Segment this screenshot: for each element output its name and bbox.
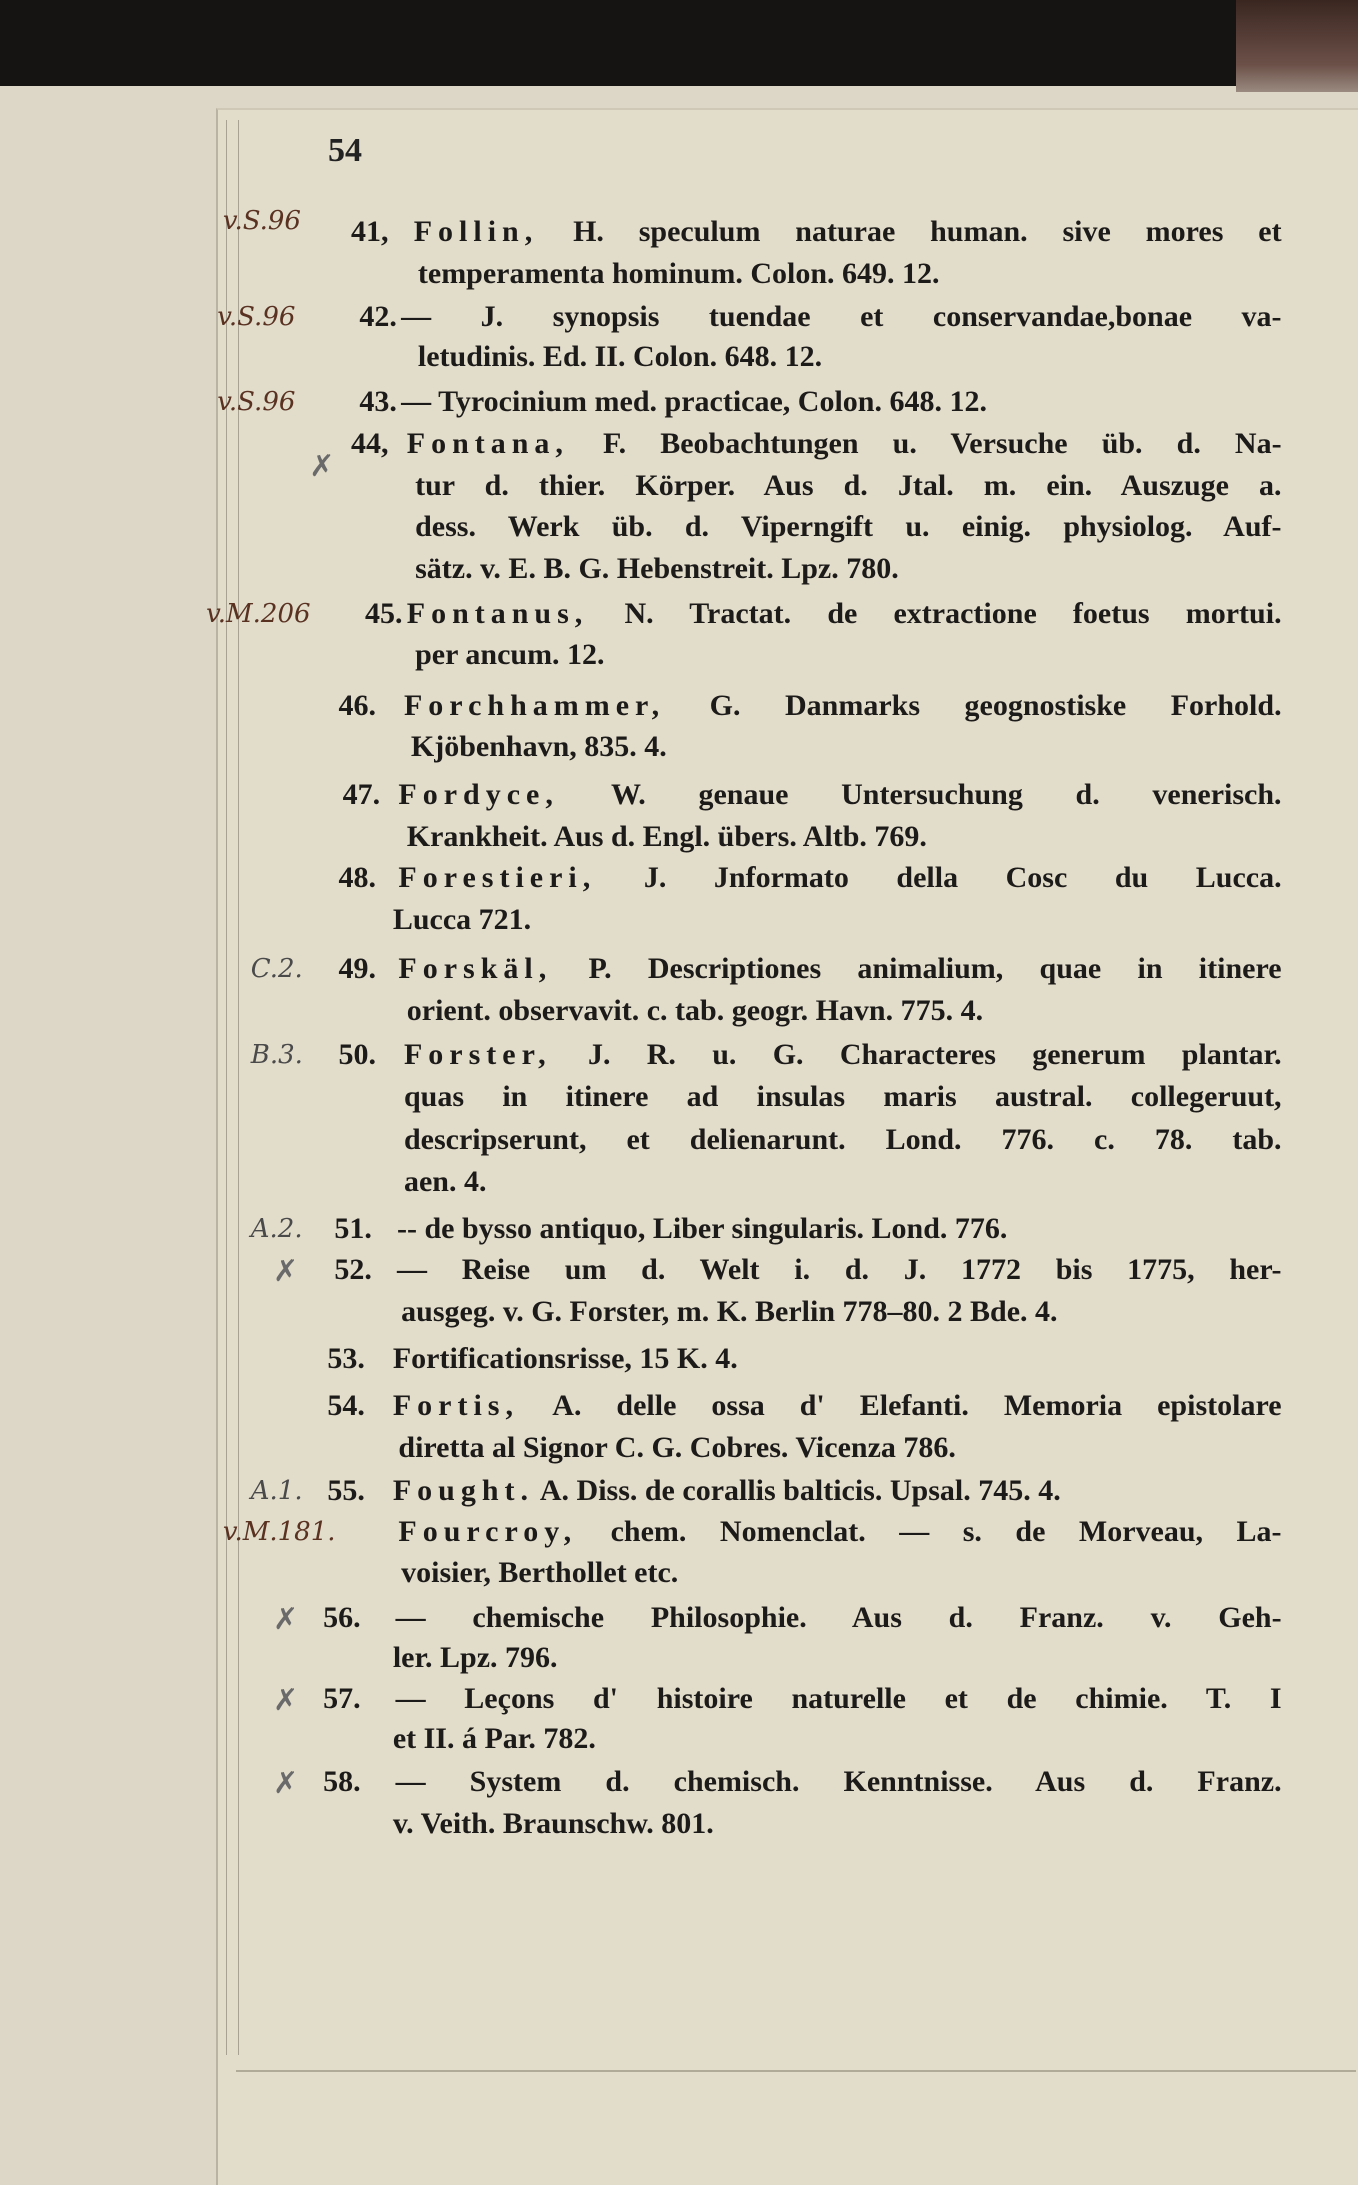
entry-title: — J. synopsis tuendae et conservandae,bonae va- <box>401 299 1282 333</box>
entry-continuation-line: sätz. v. E. B. G. Hebenstreit. Lpz. 780. <box>415 552 899 586</box>
entry-first-line <box>393 1389 1282 1423</box>
entry-number: 58. <box>323 1765 361 1799</box>
pencil-cross-mark-icon: ✗ <box>273 1766 299 1802</box>
entry-continuation-line: per ancum. 12. <box>415 638 605 672</box>
pencil-cross-mark-icon: ✗ <box>273 1253 299 1289</box>
entry-title: W. genaue Untersuchung d. venerisch. <box>611 777 1282 811</box>
entry-number: 44, <box>351 426 389 460</box>
entry-title: — System d. chemisch. Kenntnisse. Aus d. Franz. <box>395 1765 1282 1799</box>
entry-first-line <box>398 1515 1281 1549</box>
entry-title: chem. Nomenclat. — s. de Morveau, La- <box>610 1514 1282 1548</box>
entry-first-line <box>397 1253 1282 1287</box>
entry-number: 51. <box>334 1212 372 1246</box>
entry-first-line <box>393 1474 1061 1508</box>
entry-first-line <box>404 1038 1282 1072</box>
entry-title: Fortificationsrisse, 15 K. 4. <box>392 1341 738 1375</box>
entry-continuation-line: Kjöbenhavn, 835. 4. <box>410 730 667 764</box>
handwritten-annotation: v.S.96 <box>217 386 296 417</box>
handwritten-annotation: A.1. <box>250 1476 303 1507</box>
entry-continuation-line: tur d. thier. Körper. Aus d. Jtal. m. ein. Auszuge a. <box>415 468 1282 502</box>
entry-number: 55. <box>327 1474 365 1508</box>
entry-first-line <box>396 1601 1282 1635</box>
pencil-cross-mark-icon: ✗ <box>309 448 335 484</box>
entry-title: — Reise um d. Welt i. d. J. 1772 bis 1775, her- <box>397 1252 1282 1286</box>
entry-first-line <box>404 689 1282 723</box>
entry-continuation-line: letudinis. Ed. II. Colon. 648. 12. <box>417 340 823 374</box>
entry-first-line <box>398 952 1281 986</box>
author-name: Forster, <box>403 1038 552 1072</box>
handwritten-annotation: v.M.181. <box>222 1516 336 1547</box>
entry-first-line <box>396 1682 1282 1716</box>
entry-title: J. Jnformato della Cosc du Lucca. <box>643 861 1282 895</box>
entry-first-line <box>407 427 1282 461</box>
author-name: Fontanus, <box>406 596 589 630</box>
entry-number: 49. <box>338 951 376 985</box>
entry-continuation-line: descripserunt, et delienarunt. Lond. 776. c. 78. tab. <box>403 1123 1282 1157</box>
entry-title: A. delle ossa d' Elefanti. Memoria epistolare <box>552 1389 1282 1423</box>
handwritten-annotation: B.3. <box>250 1040 303 1071</box>
entry-continuation-line: quas in itinere ad insulas maris austral. collegeruut, <box>403 1080 1282 1114</box>
entry-continuation-line: voisier, Berthollet etc. <box>401 1556 679 1590</box>
author-name: Follin, <box>413 215 539 249</box>
author-name: Forestieri, <box>398 861 597 895</box>
entry-first-line <box>414 215 1282 249</box>
entry-first-line <box>398 861 1281 895</box>
entry-number: 53. <box>327 1341 365 1375</box>
page-number: 54 <box>328 132 362 169</box>
entry-continuation-line: diretta al Signor C. G. Cobres. Vicenza 786. <box>398 1431 956 1465</box>
author-name: Fordyce, <box>398 777 559 811</box>
handwritten-annotation: C.2. <box>250 953 303 984</box>
author-name: Fought. <box>392 1474 534 1508</box>
entry-title: P. Descriptiones animalium, quae in itinere <box>588 951 1282 985</box>
entry-title: N. Tractat. de extractione foetus mortui. <box>624 596 1282 630</box>
entry-number: 43. <box>359 384 397 418</box>
entry-continuation-line: orient. observavit. c. tab. geogr. Havn. 775. 4. <box>406 993 984 1027</box>
entry-continuation-line: ausgeg. v. G. Forster, m. K. Berlin 778–80. 2 Bde. 4. <box>401 1294 1058 1328</box>
entry-number: 45. <box>364 596 403 630</box>
entry-first-line <box>393 1342 738 1376</box>
entry-continuation-line: dess. Werk üb. d. Viperngift u. einig. physiolog. Auf- <box>415 510 1282 544</box>
entry-number: 47. <box>342 777 381 811</box>
author-name: Forchhammer, <box>403 688 666 722</box>
entry-number: 52. <box>334 1252 372 1286</box>
pencil-cross-mark-icon: ✗ <box>273 1602 299 1638</box>
entry-title: — chemische Philosophie. Aus d. Franz. v. Geh- <box>395 1601 1282 1635</box>
pencil-cross-mark-icon: ✗ <box>273 1682 299 1718</box>
entry-first-line <box>401 385 987 419</box>
handwritten-annotation: v.S.96 <box>217 301 296 332</box>
entry-number: 57. <box>323 1681 361 1715</box>
entry-first-line <box>407 597 1282 631</box>
entry-continuation-line: Krankheit. Aus d. Engl. übers. Altb. 769. <box>406 819 927 853</box>
entry-number: 48. <box>338 861 376 895</box>
entry-first-line <box>396 1765 1282 1799</box>
entry-continuation-line: aen. 4. <box>403 1165 487 1199</box>
author-name: Fourcroy, <box>398 1514 578 1548</box>
entry-continuation-line: v. Veith. Braunschw. 801. <box>392 1807 714 1841</box>
entry-first-line <box>398 778 1281 812</box>
entry-title: — Tyrocinium med. practicae, Colon. 648. 12. <box>401 384 987 418</box>
entry-title: G. Danmarks geognostiske Forhold. <box>709 688 1282 722</box>
page-bottom-edge <box>236 2070 1356 2072</box>
entry-title: A. Diss. de corallis balticis. Upsal. 745. 4. <box>539 1474 1061 1508</box>
entry-number: 42. <box>359 299 397 333</box>
scan-background-corner <box>1236 0 1358 92</box>
entry-number: 41, <box>351 215 389 249</box>
entry-continuation-line: Lucca 721. <box>392 903 532 937</box>
entry-title: J. R. u. G. Characteres generum plantar. <box>587 1038 1282 1072</box>
handwritten-annotation: v.M.206 <box>206 598 311 629</box>
entry-continuation-line: temperamenta hominum. Colon. 649. 12. <box>417 256 940 290</box>
handwritten-annotation: A.2. <box>250 1214 303 1245</box>
entry-title: — Leçons d' histoire naturelle et de chimie. T. I <box>395 1681 1282 1715</box>
author-name: Fortis, <box>392 1389 519 1423</box>
entry-continuation-line: et II. á Par. 782. <box>392 1722 596 1756</box>
handwritten-annotation: v.S.96 <box>222 205 301 236</box>
entry-first-line <box>401 300 1281 334</box>
author-name: Fontana, <box>406 426 569 460</box>
entry-first-line <box>397 1212 1007 1246</box>
entry-title: H. speculum naturae human. sive mores et <box>573 215 1282 249</box>
entry-number: 54. <box>327 1389 365 1423</box>
entry-continuation-line: ler. Lpz. 796. <box>392 1641 558 1675</box>
scan-background-top <box>0 0 1240 86</box>
entry-number: 56. <box>323 1601 361 1635</box>
author-name: Forskäl, <box>398 951 553 985</box>
entry-number: 50. <box>338 1038 376 1072</box>
entry-number: 46. <box>338 688 376 722</box>
entry-title: F. Beobachtungen u. Versuche üb. d. Na- <box>603 426 1282 460</box>
entry-title: -- de bysso antiquo, Liber singularis. Lond. 776. <box>397 1212 1008 1246</box>
